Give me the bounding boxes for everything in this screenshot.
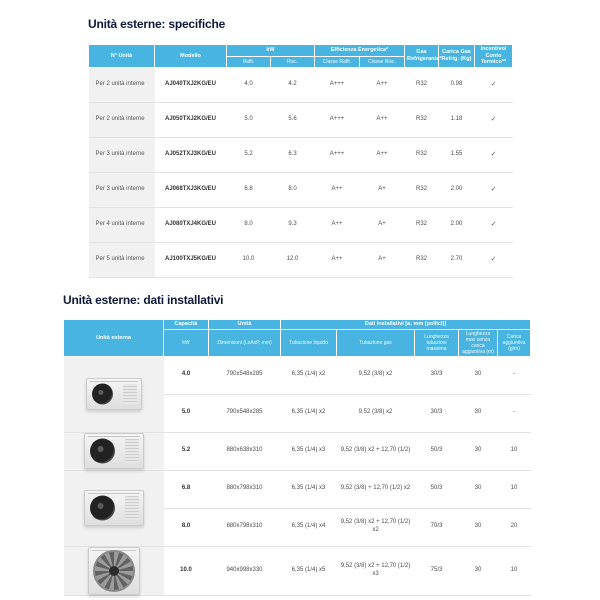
cell-kw-raffr: 8.0 xyxy=(227,207,271,242)
cell-incentivo-check: ✓ xyxy=(475,67,513,102)
spec-table-header xyxy=(89,45,513,68)
cell-capacita: 5.2 xyxy=(164,432,209,470)
cell-classe-raffr: A++ xyxy=(315,242,360,277)
col-header-unita-esterna: Unità esterna xyxy=(64,320,164,357)
cell-lunghezza-senza-carica: 30 xyxy=(459,356,498,394)
spec-table-row xyxy=(89,242,513,277)
cell-tubazione-liquido: 6,35 (1/4) x5 xyxy=(281,546,337,595)
cell-tubazione-liquido: 6,35 (1/4) x2 xyxy=(281,356,337,394)
cell-lunghezza-senza-carica: 30 xyxy=(459,432,498,470)
cell-kw-risc: 8.0 xyxy=(271,172,315,207)
cell-capacita: 5.0 xyxy=(164,394,209,432)
col-subheader-carica-aggiuntiva: Carica aggiuntiva (g/m) xyxy=(498,329,531,356)
cell-unita-esterna-image xyxy=(64,356,164,432)
cell-capacita: 10.0 xyxy=(164,546,209,595)
cell-dimensioni: 880x798x310 xyxy=(209,508,281,546)
cell-modello: AJ068TXJ3KG/EU xyxy=(155,172,227,207)
col-subheader-kw: kW xyxy=(164,329,209,356)
cell-kw-risc: 6.3 xyxy=(271,137,315,172)
cell-kw-risc: 12.0 xyxy=(271,242,315,277)
col-subheader-classe-raffr: Classe Raffr. xyxy=(315,56,360,67)
section1-title: Unità esterne: specifiche xyxy=(88,17,226,31)
cell-carica-aggiuntiva: 10 xyxy=(498,432,531,470)
cell-classe-raffr: A+++ xyxy=(315,67,360,102)
cell-unita-esterna-image xyxy=(64,470,164,546)
cell-classe-risc: A++ xyxy=(360,102,405,137)
spec-table-row xyxy=(89,137,513,172)
cell-unita-esterna-image xyxy=(64,546,164,595)
install-table-header xyxy=(64,320,531,357)
cell-modello: AJ100TXJ5KG/EU xyxy=(155,242,227,277)
cell-carica-gas: 2.00 xyxy=(439,172,475,207)
cell-lunghezza-tubazioni: 75/3 xyxy=(415,546,459,595)
section2-title: Unità esterne: dati installativi xyxy=(63,293,224,307)
outdoor-unit-body xyxy=(86,378,142,410)
spec-table-row xyxy=(89,207,513,242)
cell-n-unita: Per 3 unità interne xyxy=(89,137,155,172)
cell-incentivo-check: ✓ xyxy=(475,172,513,207)
cell-lunghezza-tubazioni: 30/3 xyxy=(415,394,459,432)
col-header-incentivo: Incentivo/ Conto Termico** xyxy=(475,45,513,68)
cell-dimensioni: 880x638x310 xyxy=(209,432,281,470)
cell-n-unita: Per 2 unità interne xyxy=(89,67,155,102)
cell-modello: AJ080TXJ4KG/EU xyxy=(155,207,227,242)
install-table-body xyxy=(64,356,531,595)
cell-gas-refrigerante: R32 xyxy=(405,67,439,102)
cell-tubazione-gas: 9,52 (3/8) x2 + 12,70 (1/2) x2 xyxy=(337,508,415,546)
cell-dimensioni: 790x548x285 xyxy=(209,356,281,394)
cell-carica-aggiuntiva: - xyxy=(498,394,531,432)
outdoor-unit-photo xyxy=(67,471,161,546)
cell-lunghezza-tubazioni: 50/3 xyxy=(415,470,459,508)
outdoor-unit-body xyxy=(88,547,140,595)
outdoor-unit-photo xyxy=(67,547,161,595)
outdoor-unit-body xyxy=(84,433,144,469)
cell-tubazione-gas: 9,52 (3/8) x2 xyxy=(337,356,415,394)
col-subheader-lunghezza-massima: Lunghezza tubazioni massima xyxy=(415,329,459,356)
cell-n-unita: Per 3 unità interne xyxy=(89,172,155,207)
cell-unita-esterna-image xyxy=(64,432,164,470)
cell-lunghezza-tubazioni: 70/3 xyxy=(415,508,459,546)
cell-dimensioni: 940x998x330 xyxy=(209,546,281,595)
cell-carica-gas: 2.70 xyxy=(439,242,475,277)
spec-table-body xyxy=(89,67,513,277)
cell-carica-aggiuntiva: - xyxy=(498,356,531,394)
cell-classe-raffr: A++ xyxy=(315,207,360,242)
col-header-carica-gas: Carica Gas Refrig. (Kg) xyxy=(439,45,475,68)
col-header-n-unita: N° Unità xyxy=(89,45,155,68)
col-subheader-risc: Risc. xyxy=(271,56,315,67)
cell-gas-refrigerante: R32 xyxy=(405,172,439,207)
cell-kw-risc: 4.2 xyxy=(271,67,315,102)
cell-lunghezza-senza-carica: 30 xyxy=(459,394,498,432)
cell-tubazione-gas: 9,52 (3/8) + 12,70 (1/2) x2 xyxy=(337,470,415,508)
cell-kw-raffr: 4.0 xyxy=(227,67,271,102)
cell-classe-raffr: A+++ xyxy=(315,137,360,172)
cell-classe-risc: A++ xyxy=(360,67,405,102)
spec-table xyxy=(88,44,513,278)
spec-table-row xyxy=(89,102,513,137)
spec-table-row xyxy=(89,172,513,207)
cell-tubazione-gas: 9,52 (3/8) x2 + 12,70 (1/2) xyxy=(337,432,415,470)
col-group-kw: kW xyxy=(227,45,315,57)
cell-incentivo-check: ✓ xyxy=(475,102,513,137)
col-header-modello: Modello xyxy=(155,45,227,68)
col-subheader-dimensioni: Dimensioni (LxAxP, mm) xyxy=(209,329,281,356)
fan-grille-icon xyxy=(90,439,115,464)
cell-kw-raffr: 5.0 xyxy=(227,102,271,137)
cell-kw-risc: 9.3 xyxy=(271,207,315,242)
cell-gas-refrigerante: R32 xyxy=(405,102,439,137)
col-subheader-classe-risc: Classe Risc. xyxy=(360,56,405,67)
cell-tubazione-liquido: 6,35 (1/4) x4 xyxy=(281,508,337,546)
outdoor-unit-body xyxy=(84,490,144,526)
cell-kw-raffr: 5.2 xyxy=(227,137,271,172)
cell-lunghezza-senza-carica: 30 xyxy=(459,508,498,546)
col-group-dati-installativi: Dati installativi [ø, mm (pollici)] xyxy=(281,320,531,330)
cell-modello: AJ040TXJ2KG/EU xyxy=(155,67,227,102)
cell-n-unita: Per 4 unità interne xyxy=(89,207,155,242)
cell-kw-risc: 5.6 xyxy=(271,102,315,137)
cell-gas-refrigerante: R32 xyxy=(405,137,439,172)
cell-carica-gas: 1.55 xyxy=(439,137,475,172)
cell-modello: AJ050TXJ2KG/EU xyxy=(155,102,227,137)
cell-modello: AJ052TXJ3KG/EU xyxy=(155,137,227,172)
install-table-row xyxy=(64,546,531,595)
cell-tubazione-liquido: 6,35 (1/4) x2 xyxy=(281,394,337,432)
cell-carica-aggiuntiva: 20 xyxy=(498,508,531,546)
outdoor-unit-photo xyxy=(67,433,161,470)
cell-carica-aggiuntiva: 10 xyxy=(498,470,531,508)
cell-classe-risc: A+ xyxy=(360,207,405,242)
col-group-efficienza-energetica: Efficienza Energetica* xyxy=(315,45,405,57)
cell-capacita: 8.0 xyxy=(164,508,209,546)
outdoor-unit-photo xyxy=(67,357,161,432)
cell-gas-refrigerante: R32 xyxy=(405,207,439,242)
fan-grille-icon xyxy=(90,496,115,521)
col-header-unita: Unità xyxy=(209,320,281,330)
cell-kw-raffr: 10.0 xyxy=(227,242,271,277)
vent-slats-icon xyxy=(123,384,137,404)
cell-dimensioni: 790x548x285 xyxy=(209,394,281,432)
cell-capacita: 6.8 xyxy=(164,470,209,508)
fan-hub-icon xyxy=(109,566,119,576)
install-table-row xyxy=(64,432,531,470)
vent-slats-icon xyxy=(125,496,139,520)
spec-table-row xyxy=(89,67,513,102)
cell-n-unita: Per 5 unità interne xyxy=(89,242,155,277)
cell-kw-raffr: 6.8 xyxy=(227,172,271,207)
cell-tubazione-gas: 9,52 (3/8) x2 xyxy=(337,394,415,432)
cell-classe-raffr: A+++ xyxy=(315,102,360,137)
cell-n-unita: Per 2 unità interne xyxy=(89,102,155,137)
cell-carica-aggiuntiva: 10 xyxy=(498,546,531,595)
cell-tubazione-liquido: 6,35 (1/4) x3 xyxy=(281,470,337,508)
cell-tubazione-gas: 9,52 (3/8) x2 + 12,70 (1/2) x3 xyxy=(337,546,415,595)
col-subheader-raffr: Raffr. xyxy=(227,56,271,67)
cell-carica-gas: 1.18 xyxy=(439,102,475,137)
cell-capacita: 4.0 xyxy=(164,356,209,394)
cell-incentivo-check: ✓ xyxy=(475,242,513,277)
cell-classe-raffr: A++ xyxy=(315,172,360,207)
cell-classe-risc: A++ xyxy=(360,137,405,172)
col-subheader-tubazione-gas: Tubazione gas xyxy=(337,329,415,356)
cell-carica-gas: 2.00 xyxy=(439,207,475,242)
fan-grille-icon xyxy=(93,550,135,592)
cell-classe-risc: A+ xyxy=(360,242,405,277)
col-subheader-lunghezza-senza-carica: Lunghezza max senza carica aggiuntiva (m) xyxy=(459,329,498,356)
fan-grille-icon xyxy=(92,384,113,405)
cell-carica-gas: 0.98 xyxy=(439,67,475,102)
vent-slats-icon xyxy=(125,439,139,463)
cell-incentivo-check: ✓ xyxy=(475,137,513,172)
install-table-row xyxy=(64,470,531,508)
col-header-gas-refrigerante: Gas Refrigerante* xyxy=(405,45,439,68)
col-header-capacita: Capacità xyxy=(164,320,209,330)
cell-dimensioni: 880x798x310 xyxy=(209,470,281,508)
install-table xyxy=(63,319,531,596)
install-table-row xyxy=(64,356,531,394)
cell-incentivo-check: ✓ xyxy=(475,207,513,242)
cell-lunghezza-senza-carica: 30 xyxy=(459,546,498,595)
cell-lunghezza-senza-carica: 30 xyxy=(459,470,498,508)
cell-gas-refrigerante: R32 xyxy=(405,242,439,277)
col-subheader-tubazione-liquido: Tubazione liquido xyxy=(281,329,337,356)
cell-lunghezza-tubazioni: 50/3 xyxy=(415,432,459,470)
cell-tubazione-liquido: 6,35 (1/4) x3 xyxy=(281,432,337,470)
cell-classe-risc: A+ xyxy=(360,172,405,207)
cell-lunghezza-tubazioni: 30/3 xyxy=(415,356,459,394)
